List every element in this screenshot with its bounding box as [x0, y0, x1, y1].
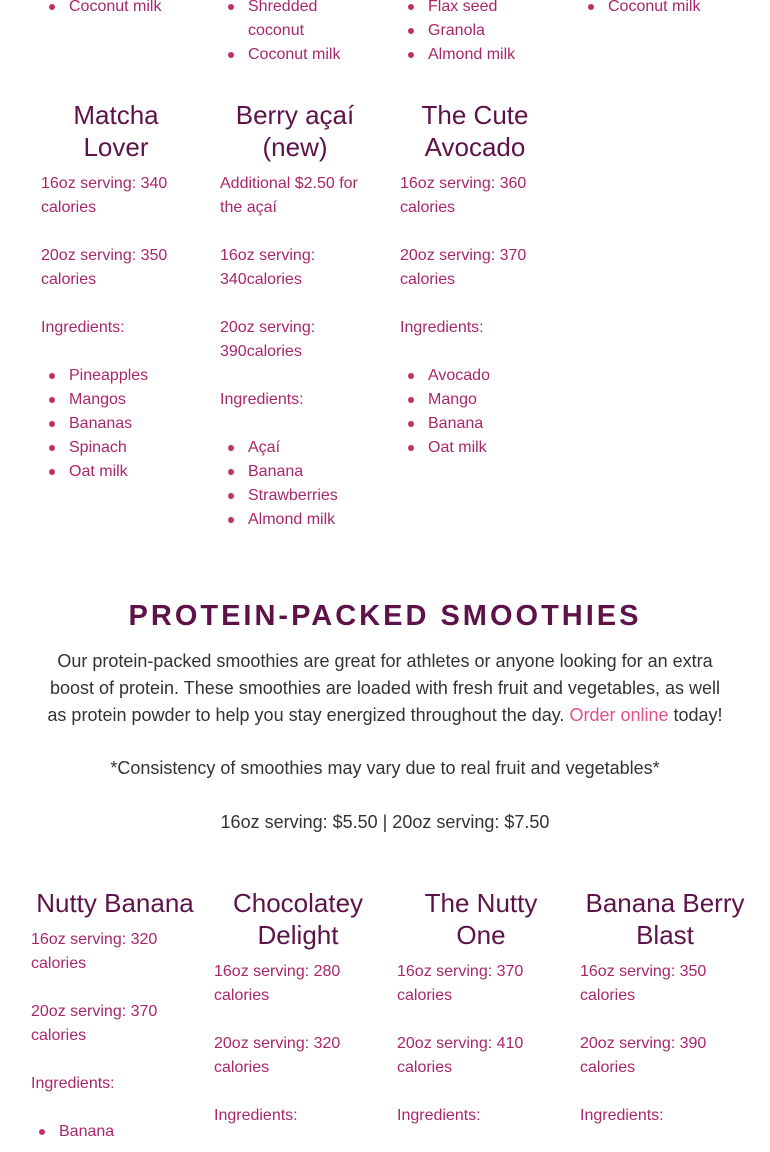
ingredients-list: [220, 436, 370, 532]
smoothie-card-banana-berry-blast: [580, 887, 750, 1152]
ingredients-label: Ingredients:: [41, 319, 125, 336]
list-item: Açaí: [248, 436, 370, 460]
list-item: Mangos: [69, 388, 191, 412]
smoothie-card-nutty-banana: [31, 887, 199, 1144]
list-item: Spinach: [69, 436, 191, 460]
consistency-note: *Consistency of smoothies may vary due to real fruit and vegetables*: [110, 758, 660, 778]
list-item: Coconut milk: [608, 0, 730, 19]
smoothie-card-cute-avocado: [400, 99, 550, 460]
additional-price: Additional $2.50 for the açaí: [220, 175, 358, 216]
list-item: Shredded coconut: [248, 0, 370, 43]
smoothie-card-chocolatey-delight: [214, 887, 382, 1152]
top-col-2: [220, 0, 370, 67]
list-item: Flax seed: [428, 0, 550, 19]
smoothie-title: The Nutty One: [424, 888, 538, 950]
list-item: Banana: [59, 1120, 199, 1144]
ingredients-list: [400, 364, 550, 460]
list-item: Oat milk: [428, 436, 550, 460]
ingredients-label: Ingredients:: [214, 1107, 298, 1124]
ingredients-list: [41, 364, 191, 484]
list-item: Almond milk: [248, 508, 370, 532]
serving-16oz: 16oz serving: 320 calories: [31, 931, 158, 972]
ingredients-label: Ingredients:: [31, 1075, 115, 1092]
smoothie-title: Nutty Banana: [36, 888, 194, 918]
smoothie-title: The Cute Avocado: [421, 100, 529, 162]
smoothie-card-matcha-lover: [41, 99, 191, 484]
list-item: Almond milk: [428, 43, 550, 67]
smoothie-title: Banana Berry Blast: [585, 888, 745, 950]
list-item: Oat milk: [69, 460, 191, 484]
list-item: Strawberries: [248, 484, 370, 508]
serving-16oz: 16oz serving: 370 calories: [397, 963, 524, 1004]
serving-16oz: 16oz serving: 340calories: [220, 247, 316, 288]
smoothie-card-nutty-one: [397, 887, 565, 1152]
list-item: Granola: [428, 19, 550, 43]
list-item: Banana: [248, 460, 370, 484]
top-col-4: [580, 0, 730, 19]
price-line: 16oz serving: $5.50 | 20oz serving: $7.50: [220, 812, 550, 832]
list-item: Coconut milk: [248, 43, 370, 67]
serving-20oz: 20oz serving: 390calories: [220, 319, 316, 360]
ingredients-label: Ingredients:: [580, 1107, 664, 1124]
list-item: Banana: [428, 412, 550, 436]
list-item: Bananas: [69, 412, 191, 436]
order-online-link[interactable]: Order online: [569, 705, 669, 725]
section-heading: PROTEIN-PACKED SMOOTHIES: [128, 600, 642, 632]
ingredients-label: Ingredients:: [220, 391, 304, 408]
ingredients-label: Ingredients:: [400, 319, 484, 336]
serving-16oz: 16oz serving: 280 calories: [214, 963, 341, 1004]
serving-16oz: 16oz serving: 340 calories: [41, 175, 168, 216]
list-item: Coconut milk: [69, 0, 191, 19]
ingredients-label: Ingredients:: [397, 1107, 481, 1124]
serving-16oz: 16oz serving: 360 calories: [400, 175, 527, 216]
serving-20oz: 20oz serving: 350 calories: [41, 247, 168, 288]
smoothie-title: Berry açaí (new): [235, 100, 355, 162]
serving-20oz: 20oz serving: 390 calories: [580, 1035, 707, 1076]
list-item: Pineapples: [69, 364, 191, 388]
list-item: Avocado: [428, 364, 550, 388]
serving-20oz: 20oz serving: 410 calories: [397, 1035, 524, 1076]
serving-20oz: 20oz serving: 320 calories: [214, 1035, 341, 1076]
list-item: Mango: [428, 388, 550, 412]
smoothie-title: Matcha Lover: [73, 100, 159, 162]
top-col-3: [400, 0, 550, 67]
top-col-1: [41, 0, 191, 19]
smoothie-card-berry-acai: [220, 99, 370, 532]
serving-20oz: 20oz serving: 370 calories: [400, 247, 527, 288]
smoothie-title: Chocolatey Delight: [232, 888, 364, 950]
serving-20oz: 20oz serving: 370 calories: [31, 1003, 158, 1044]
serving-16oz: 16oz serving: 350 calories: [580, 963, 707, 1004]
section-intro: Our protein-packed smoothies are great for athletes or anyone looking for an extra boost of protein. These smoothies are loaded with fresh fruit and vegetables, as well as protein powder to help you stay energized throughout the day. Order online today!: [47, 651, 723, 725]
ingredients-list: [31, 1120, 199, 1144]
